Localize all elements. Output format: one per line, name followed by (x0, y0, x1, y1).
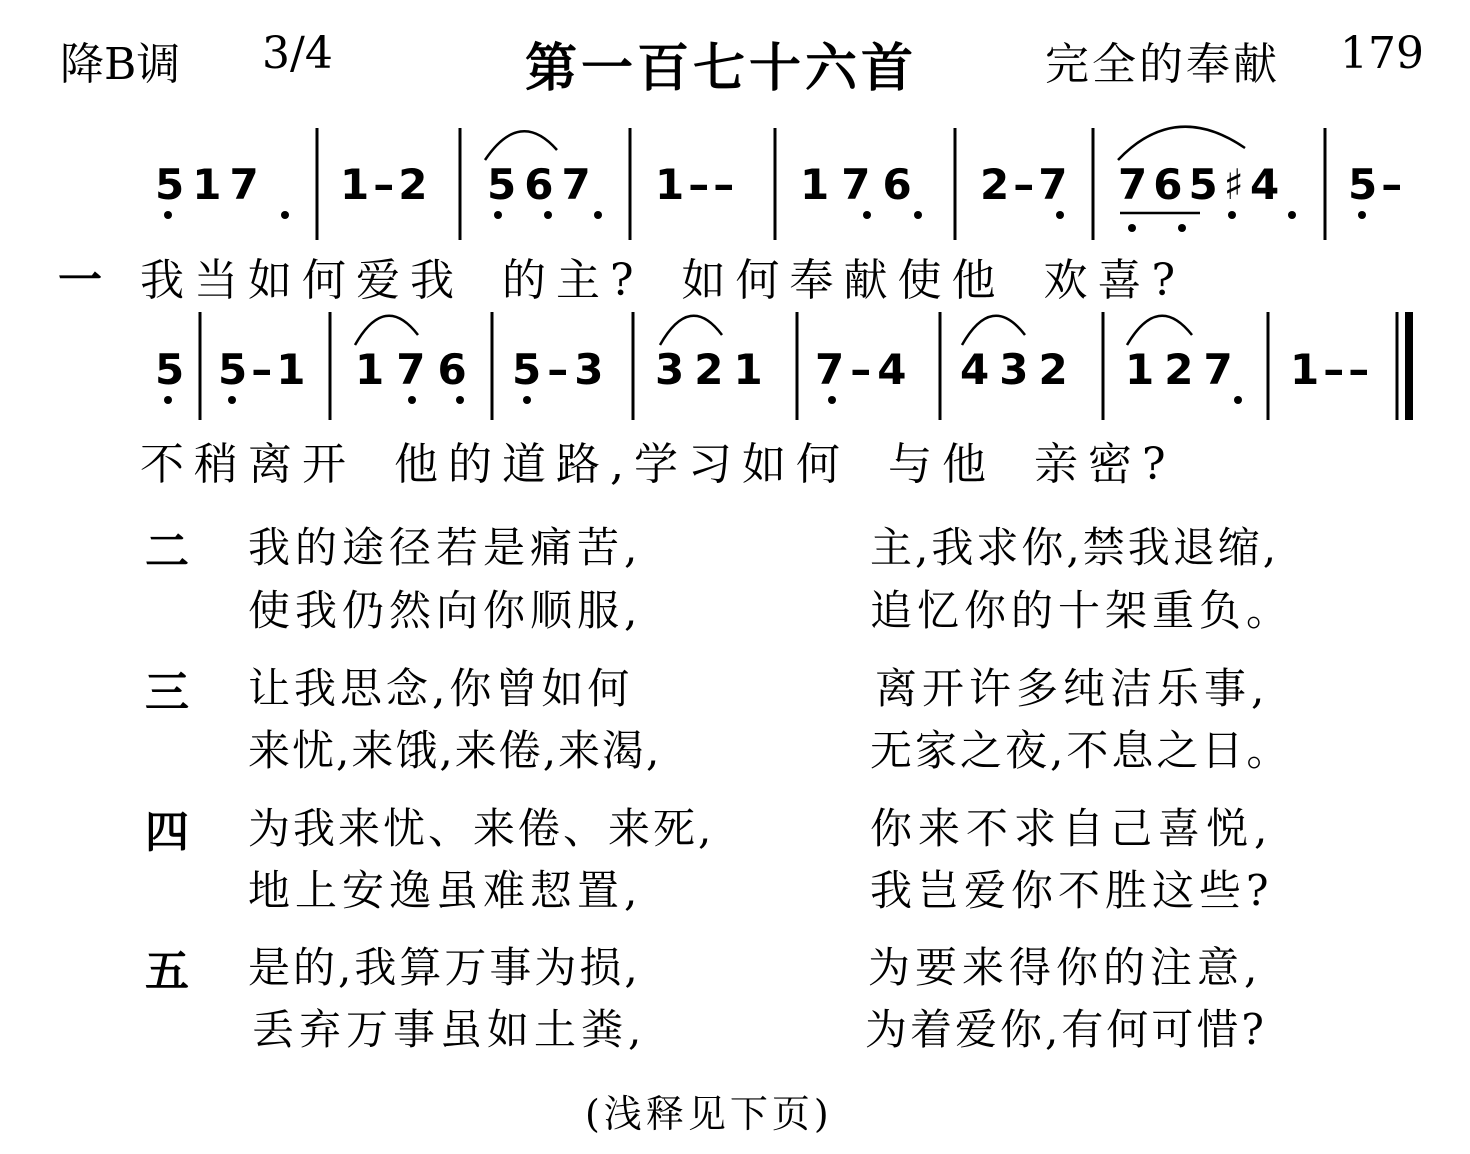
verse-line: 为我来忧、来倦、来死, (248, 804, 715, 853)
slur (485, 131, 557, 160)
measure: 5–1 (218, 345, 310, 394)
verse-line: 为要来得你的注意, (868, 943, 1263, 992)
octave-dot (164, 211, 172, 219)
barlines-system-1 (317, 128, 1325, 240)
octave-dots (164, 211, 1366, 404)
verse-line: 地上安逸虽难恝置, (248, 866, 643, 915)
octave-dot (494, 211, 502, 219)
verse-number-1: 一 (58, 255, 102, 306)
slur (1127, 316, 1192, 345)
measure: 321 (655, 345, 773, 394)
verse-line: 离开许多纯洁乐事, (875, 664, 1270, 713)
measure: 5 (155, 345, 185, 394)
lyrics-line-1: 我当如何爱我 的主? 如何奉献使他 欢喜? (140, 255, 1186, 306)
barlines-system-2 (200, 312, 1409, 420)
slurs (355, 127, 1245, 345)
octave-dot (228, 396, 236, 404)
octave-dot (544, 211, 552, 219)
verse-number: 三 (145, 667, 189, 718)
measure: 127 (1125, 345, 1243, 394)
verse-number: 五 (145, 946, 189, 997)
verse-line: 无家之夜,不息之日。 (870, 726, 1292, 775)
slur (1118, 127, 1245, 160)
time-signature: 3/4 (262, 28, 333, 79)
octave-dot (408, 396, 416, 404)
footer-note: (浅释见下页) (585, 1092, 833, 1136)
slur (355, 316, 418, 345)
measure: 5–3 (512, 345, 610, 394)
verse-line: 你来不求自己喜悦, (870, 804, 1274, 853)
hymn-subtitle: 完全的奉献 (1045, 39, 1280, 90)
measure: 765♯4 (1118, 160, 1286, 209)
octave-dot (523, 396, 531, 404)
verse-line: 让我思念,你曾如何 (248, 664, 634, 713)
verse-line: 来忧,来饿,来倦,来渴, (248, 726, 662, 775)
measure: 1–– (1290, 345, 1374, 394)
lyrics-line-2: 不稍离开 他的道路,学习如何 与他 亲密? (140, 439, 1176, 490)
octave-dot (281, 211, 289, 219)
measure: 2–7 (980, 160, 1072, 209)
octave-dot (456, 396, 464, 404)
measure: 1–– (655, 160, 739, 209)
octave-dot (1056, 211, 1064, 219)
measure: 5– (1348, 160, 1407, 209)
verse-line: 是的,我算万事为损, (248, 943, 641, 992)
verse-line: 使我仍然向你顺服, (248, 586, 643, 635)
octave-dot (863, 211, 871, 219)
verse-line: 追忆你的十架重负。 (870, 586, 1294, 635)
octave-dot (594, 211, 602, 219)
measure: 176 (800, 160, 924, 209)
octave-dot (1358, 211, 1366, 219)
verse-number: 四 (145, 807, 189, 858)
measure: 1–2 (340, 160, 432, 209)
verse-line: 为着爱你,有何可惜? (865, 1005, 1267, 1054)
measure: 7–4 (815, 345, 913, 394)
octave-dot (164, 396, 172, 404)
octave-dot (828, 396, 836, 404)
page-number: 179 (1340, 28, 1424, 79)
key-signature: 降B调 (60, 39, 181, 90)
slur (962, 316, 1025, 345)
octave-dot (1178, 224, 1186, 232)
octave-dot (914, 211, 922, 219)
measure: 567 (487, 160, 599, 209)
octave-dot (1228, 211, 1236, 219)
octave-dot (1288, 211, 1296, 219)
hymn-title: 第一百七十六首 (525, 39, 918, 99)
verse-line: 我岂爱你不胜这些? (870, 866, 1274, 915)
measure: 517 (155, 160, 267, 209)
verse-number: 二 (145, 526, 189, 577)
verse-line: 我的途径若是痛苦, (248, 523, 643, 572)
verse-line: 主,我求你,禁我退缩, (870, 523, 1280, 572)
measure: 432 (960, 345, 1078, 394)
measure: 176 (355, 345, 479, 394)
octave-dot (1128, 224, 1136, 232)
verse-line: 丢弃万事虽如土粪, (252, 1005, 647, 1054)
octave-dot (1234, 396, 1242, 404)
slur (660, 316, 722, 345)
